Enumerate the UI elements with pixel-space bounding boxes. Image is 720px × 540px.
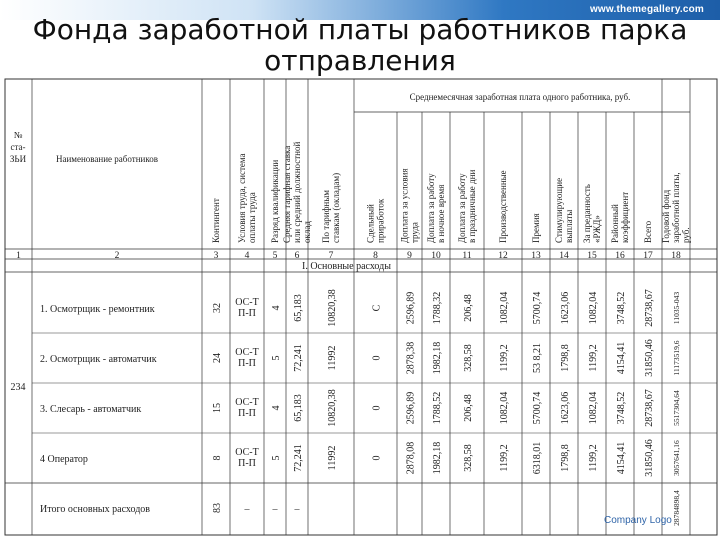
col-name-header: Наименование работников (55, 154, 159, 164)
company-logo: Company Logo (604, 515, 672, 526)
salary-cell: 3748,52 (616, 391, 627, 425)
column-number: 15 (587, 251, 597, 261)
worker-name: 2. Осмотрщик - автоматчик (40, 354, 157, 365)
salary-table (2, 78, 720, 538)
grade: 4 (271, 305, 282, 311)
salary-cell: 1082,04 (499, 391, 510, 425)
sub-header: Производственные (498, 170, 508, 243)
salary-cell: 10820,38 (327, 389, 338, 427)
salary-cell: 1082,04 (499, 291, 510, 325)
pay-system-code: П-П (238, 408, 256, 419)
worker-name: 4 Оператор (40, 454, 88, 465)
section-label: I. Основные расходы (302, 261, 391, 272)
grade: 5 (271, 455, 282, 461)
conditions-code: ОС-Т (235, 397, 259, 408)
salary-cell: С (371, 304, 383, 312)
column-number: 11 (462, 251, 472, 261)
column-number: 8 (373, 251, 378, 261)
salary-cell: 53 8,21 (532, 343, 543, 373)
total-annual: 28784898,4 (672, 490, 681, 526)
column-number: 13 (531, 251, 541, 261)
salary-cell: 2596,89 (405, 291, 417, 325)
sub-header: Всего (643, 220, 653, 243)
sub-header: Стимулирующиевыплаты (554, 177, 574, 243)
salary-cell: 31850,46 (644, 339, 655, 377)
conditions-code: ОС-Т (235, 297, 259, 308)
salary-cell: 6318,01 (532, 441, 543, 475)
salary-cell: 2878,08 (405, 441, 417, 475)
salary-cell: 10820,38 (327, 289, 338, 327)
salary-cell: 206,48 (463, 294, 474, 322)
salary-cell: 11992 (327, 345, 338, 371)
column-number: 18 (671, 251, 681, 261)
column-number: 4 (244, 251, 250, 261)
conditions-code: ОС-Т (235, 447, 259, 458)
sub-header: Доплата за работув ночное время (426, 173, 446, 243)
salary-cell: 3748,52 (616, 291, 627, 325)
salary-cell: 1082,04 (588, 391, 599, 425)
annual-fund: 11173519,6 (672, 340, 681, 376)
sub-header: Сдельныйприработок (365, 198, 386, 243)
pay-system-code: П-П (238, 458, 256, 469)
column-number: 7 (328, 251, 334, 261)
sub-header: Доплата за условиятруда (399, 168, 420, 243)
col-count-header: Контингент (211, 198, 221, 243)
column-number: 6 (294, 251, 300, 261)
salary-cell: 0 (371, 355, 383, 361)
worker-name: 1. Осмотрщик - ремонтник (40, 304, 155, 315)
salary-cell: 31850,46 (644, 439, 655, 477)
salary-cell: 328,58 (463, 444, 474, 472)
col-rate-header: Средняя тарифная ставкаили средний должностнойоклад (282, 141, 312, 243)
salary-cell: 5700,74 (532, 291, 543, 325)
column-number: 9 (407, 251, 412, 261)
salary-cell: 28738,67 (644, 289, 655, 327)
page-title: Фонда заработной платы работников парка отправления (32, 13, 688, 77)
sub-header: По тарифнымставкам (окладам) (321, 172, 341, 243)
site-url[interactable]: www.themegallery.com (589, 4, 704, 15)
col-annual-header: Годовой фондзаработной платы,руб. (661, 172, 691, 243)
annual-fund: 5517304,64 (672, 390, 681, 426)
col-conditions-header: Условия труда, системаоплаты труда (237, 153, 257, 243)
total-count: 83 (212, 503, 223, 513)
conditions-code: ОС-Т (235, 347, 259, 358)
salary-cell: 1623,06 (560, 391, 571, 425)
salary-cell: 0 (371, 455, 383, 461)
column-number: 17 (643, 251, 653, 261)
salary-cell: 1798,8 (560, 444, 571, 472)
salary-cell: 1082,04 (588, 291, 599, 325)
worker-name: 3. Слесарь - автоматчик (40, 404, 142, 415)
column-number: 14 (559, 251, 569, 261)
salary-cell: 5700,74 (532, 391, 543, 425)
column-number: 3 (213, 251, 219, 261)
sub-header: Доплата за работув праздничные дни (457, 169, 477, 243)
grade: 4 (271, 405, 282, 411)
salary-cell: 1199,2 (588, 344, 599, 372)
worker-count: 15 (212, 403, 223, 413)
salary-cell: 1788,52 (432, 391, 443, 425)
pay-system-code: П-П (238, 358, 256, 369)
salary-cell: 1788,32 (432, 291, 443, 325)
salary-cell: 206,48 (463, 394, 474, 422)
tariff-rate: 72,241 (293, 444, 304, 472)
col-group-header: Среднемесячная заработная плата одного работника, руб. (409, 92, 631, 102)
column-number: 12 (498, 251, 508, 261)
salary-cell: 1199,2 (499, 344, 510, 372)
tariff-rate: 65,183 (293, 294, 304, 322)
salary-cell: 4154,41 (616, 341, 627, 375)
pay-system-code: П-П (238, 308, 256, 319)
total-label: Итого основных расходов (40, 504, 151, 515)
salary-cell: 2596,89 (405, 391, 417, 425)
col-grade-header: Разряд квалификации (270, 159, 280, 243)
column-number: 10 (431, 251, 441, 261)
salary-cell: 11992 (327, 445, 338, 471)
salary-cell: 1982,18 (432, 441, 443, 475)
annual-fund: 11035-043 (672, 291, 681, 325)
salary-cell: 328,58 (463, 344, 474, 372)
column-number: 5 (272, 251, 278, 261)
total-dash: – (294, 504, 300, 515)
salary-cell: 1199,2 (499, 444, 510, 472)
salary-table-scan (2, 78, 720, 538)
salary-cell: 1623,06 (560, 291, 571, 325)
salary-cell: 2878,38 (405, 341, 417, 375)
annual-fund: 3057641,16 (672, 440, 681, 476)
tariff-rate: 72,241 (293, 344, 304, 372)
sub-header: Районныйкоэффициент (610, 191, 630, 243)
col-station-header: № ста-ЗЬИ (9, 130, 27, 164)
column-number: 2 (114, 251, 120, 261)
sub-header: Премия (531, 213, 541, 243)
worker-count: 32 (212, 303, 223, 313)
salary-cell: 1798,8 (560, 344, 571, 372)
worker-count: 8 (212, 455, 223, 461)
grade: 5 (271, 355, 282, 361)
column-number: 16 (615, 251, 625, 261)
salary-cell: 0 (371, 405, 383, 411)
total-dash: – (244, 504, 250, 515)
salary-cell: 1199,2 (588, 444, 599, 472)
salary-cell: 1982,18 (432, 341, 443, 375)
sub-header: За преданность«РЖД» (582, 184, 602, 243)
column-number: 1 (16, 251, 21, 261)
station-number: 234 (10, 382, 26, 393)
worker-count: 24 (212, 353, 223, 363)
salary-cell: 4154,41 (616, 441, 627, 475)
salary-cell: 28738,67 (644, 389, 655, 427)
tariff-rate: 65,183 (293, 394, 304, 422)
total-dash: – (272, 504, 278, 515)
